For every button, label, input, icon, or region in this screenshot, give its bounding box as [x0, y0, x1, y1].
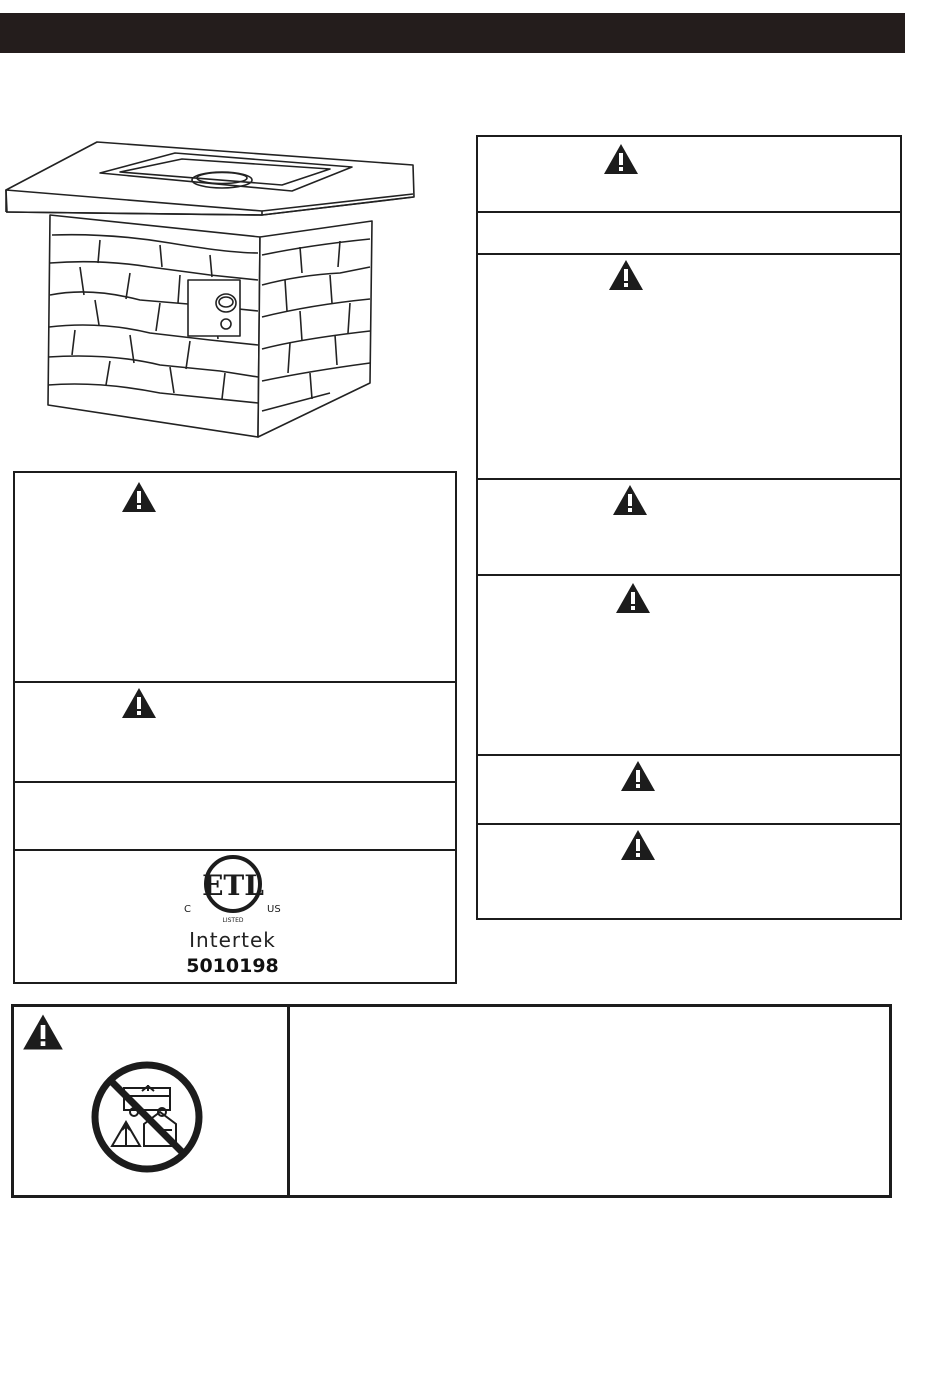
notice-section [15, 781, 455, 849]
no-indoor-use-icon [88, 1058, 206, 1176]
warning-triangle-icon [615, 582, 651, 614]
etl-listed-mark [178, 848, 288, 928]
header-bar [0, 13, 905, 53]
warning-section-1 [15, 473, 455, 681]
etl-mark-text: ETL [202, 869, 264, 902]
warning-section-r5 [478, 574, 900, 754]
warning-section-2 [15, 681, 455, 781]
warning-section-r6 [478, 754, 900, 823]
warning-triangle-icon [121, 481, 157, 513]
etl-listed: LISTED [222, 917, 244, 924]
right-warning-panel [476, 135, 902, 920]
box-divider [287, 1007, 290, 1195]
warning-section-r1 [478, 137, 900, 211]
fire-pit-illustration [0, 135, 420, 440]
warning-triangle-icon [121, 687, 157, 719]
etl-suffix: US [267, 904, 281, 915]
warning-triangle-icon [608, 259, 644, 291]
warning-triangle-icon [620, 829, 656, 861]
warning-triangle-icon [620, 760, 656, 792]
warning-triangle-icon [22, 1013, 64, 1051]
certification-lab: Intertek [189, 928, 276, 952]
warning-triangle-icon [612, 484, 648, 516]
warning-triangle-icon [603, 143, 639, 175]
warning-section-r3 [478, 253, 900, 478]
etl-prefix: C [184, 904, 191, 915]
warning-section-r4 [478, 478, 900, 574]
certification-number: 5010198 [186, 955, 279, 977]
notice-section-r2 [478, 211, 900, 253]
warning-section-r7 [478, 823, 900, 918]
